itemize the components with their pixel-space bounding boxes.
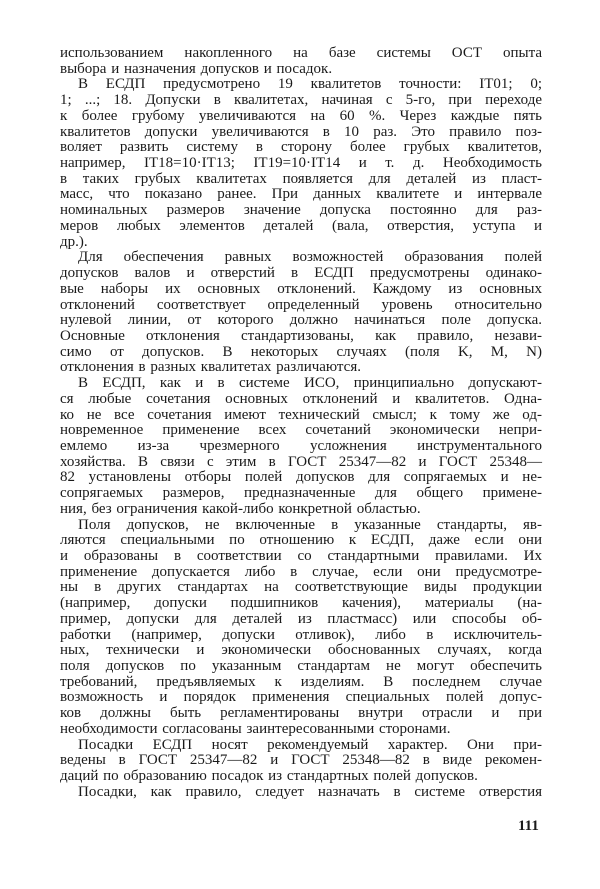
text-line: ведены в ГОСТ 25347—82 и ГОСТ 25348—82 в виде рекомен-: [60, 752, 542, 769]
text-line: необходимости согласованы заинтересованными сторонами.: [60, 720, 451, 737]
text-line: В ЕСДП, как и в системе ИСО, принципиально допускают-: [78, 375, 542, 392]
text-line: ния, без ограничения какой-либо конкретной областью.: [60, 500, 421, 517]
page-body-text: [60, 46, 542, 801]
text-line: отклонения в разных квалитетах различаются.: [60, 359, 361, 376]
text-line: Поля допусков, не включенные в указанные стандарты, яв-: [78, 516, 542, 533]
text-line: емлемо из-за чрезмерного усложнения инструментального: [60, 437, 542, 454]
text-line: выбора и назначения допусков и посадок.: [60, 60, 333, 77]
text-line: допусков валов и отверстий в ЕСДП предусмотрены одинако-: [60, 265, 542, 282]
text-line: отклонений соответствует определенный уровень относительно: [60, 296, 542, 313]
text-line: др.).: [60, 233, 88, 250]
text-line: Для обеспечения равных возможностей образования полей: [78, 249, 542, 266]
text-line: ков должны быть регламентированы внутри отрасли и при: [60, 705, 542, 722]
paragraph: [60, 250, 542, 376]
text-line: квалитетов допуски увеличиваются в 10 раз. Это правило поз-: [60, 123, 542, 140]
text-line: ных, технически и экономически обоснованных случаях, когда: [60, 642, 542, 659]
text-line: и образованы в соответствии со стандартными правилами. Их: [60, 548, 542, 564]
text-line: в таких грубых квалитетах появляется для деталей из пласт-: [60, 170, 542, 187]
text-line: ко не все сочетания имеют технический смысл; к тому же од-: [60, 406, 542, 423]
paragraph: [60, 518, 542, 738]
text-line: использованием накопленного на базе системы ОСТ опыта: [60, 45, 542, 61]
text-line: вые наборы их основных отклонений. Каждому из основных: [60, 280, 542, 297]
paragraph: [60, 738, 542, 785]
text-line: новременное применение всех сочетаний экономически непри-: [60, 422, 542, 439]
paragraph: [60, 77, 542, 250]
text-line: пример, допуски для деталей из пластмасс) или способы об-: [60, 610, 542, 627]
text-line: 1; ...; 18. Допуски в квалитетах, начиная с 5-го, при переходе: [60, 92, 542, 109]
text-line: поля допусков по указанным стандартам не могут обеспечить: [60, 658, 542, 675]
page-number: 111: [518, 818, 539, 834]
text-line: даций по образованию посадок из стандартных полей допусков.: [60, 768, 478, 785]
text-line: работки (например, допуски отливок), либо в исключитель-: [60, 626, 542, 643]
text-line: масс, что показано ранее. При данных квалитете и интервале: [60, 186, 542, 203]
paragraph: [60, 376, 542, 517]
text-line: симо от допусков. В некоторых случаях (поля K, M, N): [60, 343, 542, 360]
text-line: сопрягаемых размеров, предназначенные для общего примене-: [60, 485, 542, 502]
text-line: требований, предъявляемых к изделиям. В последнем случае: [60, 673, 542, 690]
text-line: возможность и порядок применения специальных полей допус-: [60, 689, 542, 706]
text-line: Посадки ЕСДП носят рекомендуемый характер. Они при-: [78, 736, 542, 753]
text-line: меров любых элементов деталей (вала, отверстия, уступа и: [60, 217, 542, 234]
text-line: Посадки, как правило, следует назначать в системе отверстия: [78, 783, 542, 800]
paragraph: [60, 785, 542, 801]
text-line: например, IT18=10·IT13; IT19=10·IT14 и т. д. Необходимость: [60, 155, 542, 172]
text-line: ся любые сочетания основных отклонений и квалитетов. Одна-: [60, 390, 542, 407]
text-line: ляются специальными по отношению к ЕСДП, даже если они: [60, 532, 542, 549]
text-line: (например, допуски подшипников качения), материалы (на-: [60, 595, 542, 612]
text-line: воляет развить систему в сторону более грубых квалитетов,: [60, 139, 542, 156]
text-line: Основные отклонения стандартизованы, как правило, незави-: [60, 327, 542, 344]
text-line: ны в других стандартах на соответствующие виды продукции: [60, 579, 542, 596]
text-line: В ЕСДП предусмотрено 19 квалитетов точности: IT01; 0;: [78, 76, 542, 93]
text-line: номинальных размеров значение допуска постоянно для раз-: [60, 202, 542, 219]
text-line: хозяйства. В связи с этим в ГОСТ 25347—82 и ГОСТ 25348—: [60, 453, 542, 470]
paragraph: [60, 46, 542, 77]
text-line: применение допускается либо в случае, если они предусмотре-: [60, 563, 542, 580]
text-line: нулевой линии, от которого должно начинаться поле допуска.: [60, 312, 542, 329]
text-line: 82 установлены отборы полей допусков для сопрягаемых и не-: [60, 469, 542, 486]
text-line: к более грубому увеличиваются на 60 %. Через каждые пять: [60, 107, 542, 124]
